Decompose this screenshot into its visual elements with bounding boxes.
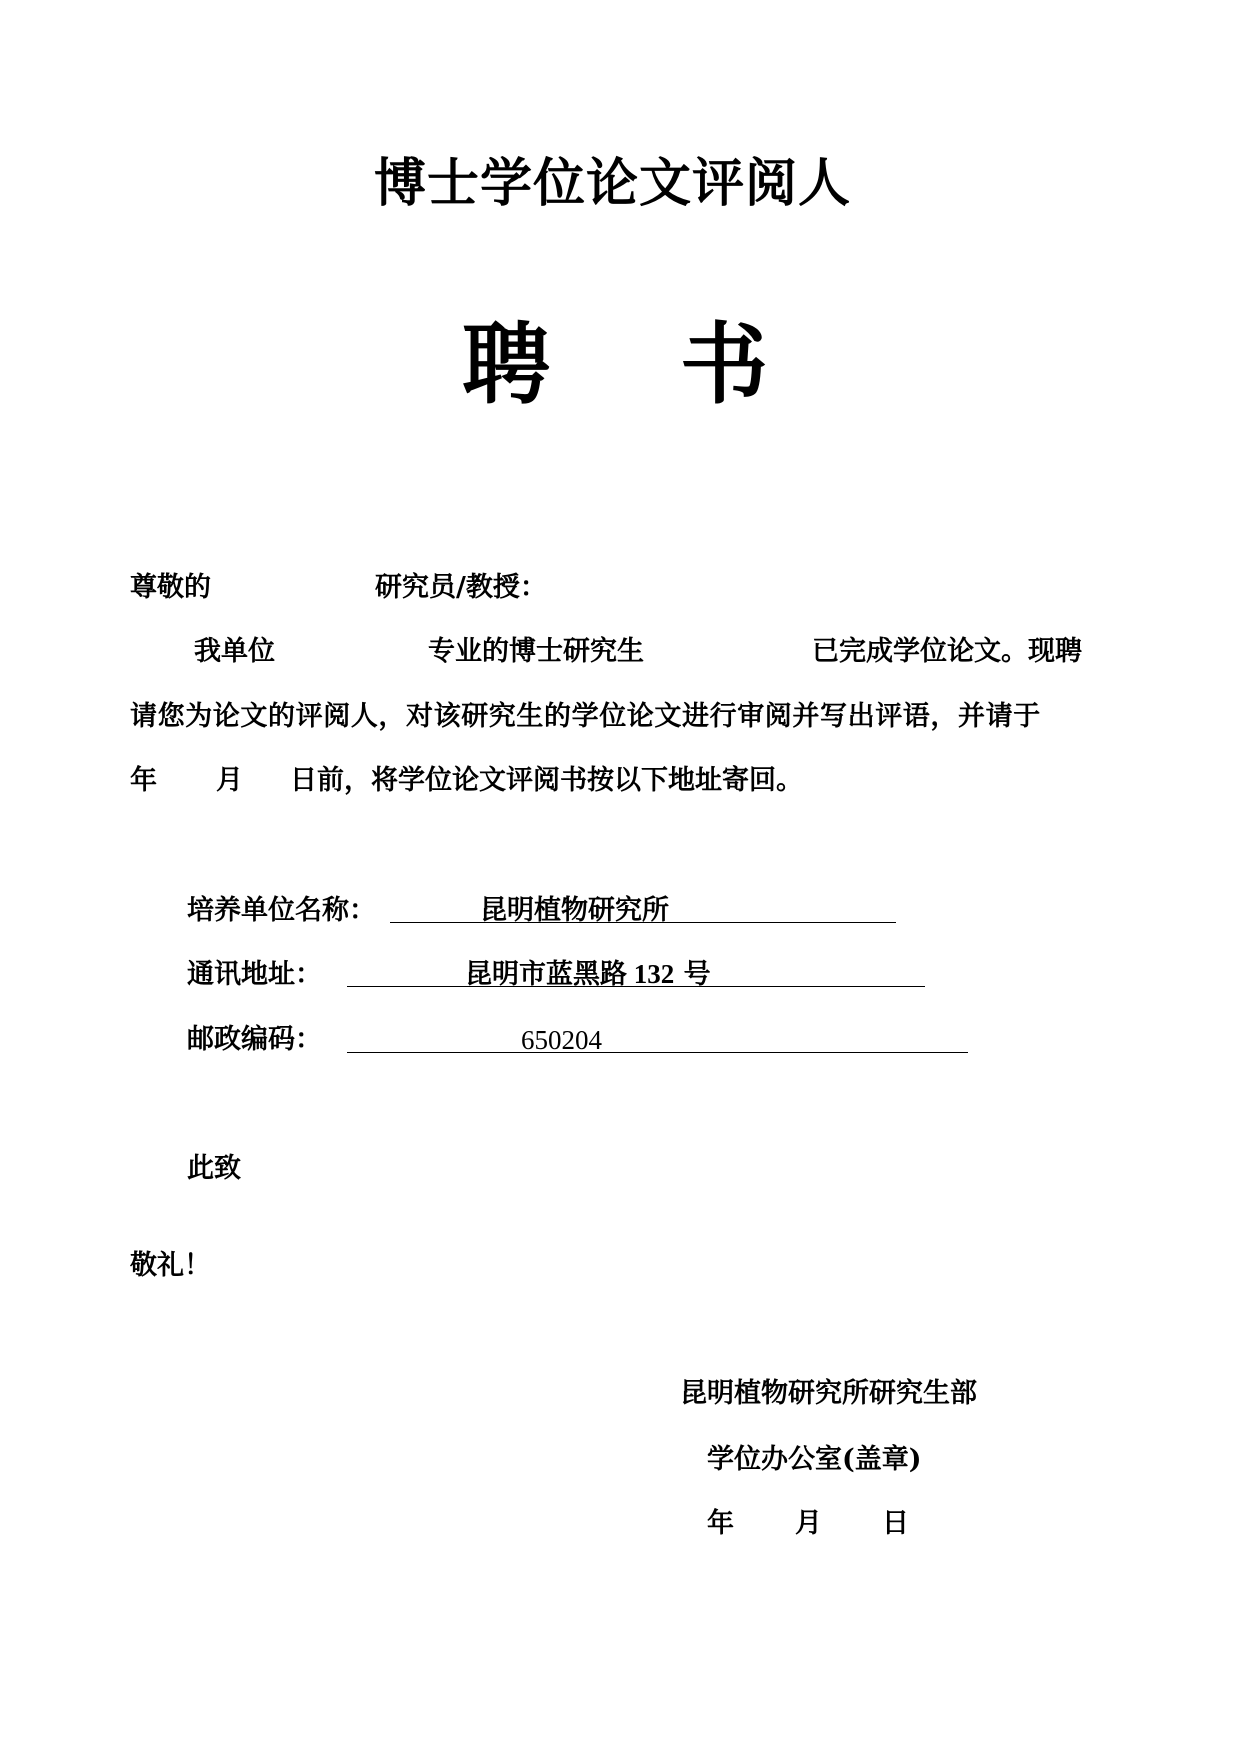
address-value-suffix: 号 — [683, 959, 711, 990]
address-value — [465, 961, 711, 988]
paragraph-line3-year: 年 — [130, 765, 157, 796]
signature-year: 年 — [707, 1508, 734, 1539]
paragraph-line3-rest: 日前，将学位论文评阅书按以下地址寄回。 — [290, 765, 803, 796]
signature-org: 昆明植物研究所研究生部 — [680, 1378, 977, 1409]
address-label: 通讯地址： — [187, 959, 322, 990]
closing-cizhi: 此致 — [187, 1153, 241, 1184]
address-value-street: 昆明市蓝黑路 — [465, 959, 627, 990]
signature-day: 日 — [882, 1508, 909, 1539]
postcode-label: 邮政编码： — [187, 1024, 322, 1055]
signature-office: 学位办公室(盖章) — [707, 1444, 922, 1475]
subtitle-char-pin: 聘 — [462, 312, 551, 416]
paragraph-line2: 请您为论文的评阅人，对该研究生的学位论文进行审阅并写出评语，并请于 — [130, 701, 1041, 732]
closing-jingli: 敬礼！ — [130, 1250, 211, 1281]
address-value-number: 132 — [633, 959, 675, 989]
paragraph-line1-unit: 我单位 — [194, 636, 275, 667]
unit-label: 培养单位名称： — [187, 895, 376, 926]
postcode-value: 650204 — [521, 1025, 602, 1055]
unit-value: 昆明植物研究所 — [480, 895, 669, 926]
signature-month: 月 — [795, 1508, 822, 1539]
document-title: 博士学位论文评阅人 — [374, 153, 852, 214]
paragraph-line1-complete: 已完成学位论文。现聘 — [812, 636, 1082, 667]
paragraph-line3-month: 月 — [216, 765, 243, 796]
subtitle-char-shu: 书 — [680, 312, 769, 416]
paragraph-line1-major: 专业的博士研究生 — [428, 636, 644, 667]
postcode-underline — [347, 1052, 968, 1053]
salutation-title: 研究员/教授： — [375, 572, 547, 603]
salutation-dear: 尊敬的 — [130, 572, 211, 603]
